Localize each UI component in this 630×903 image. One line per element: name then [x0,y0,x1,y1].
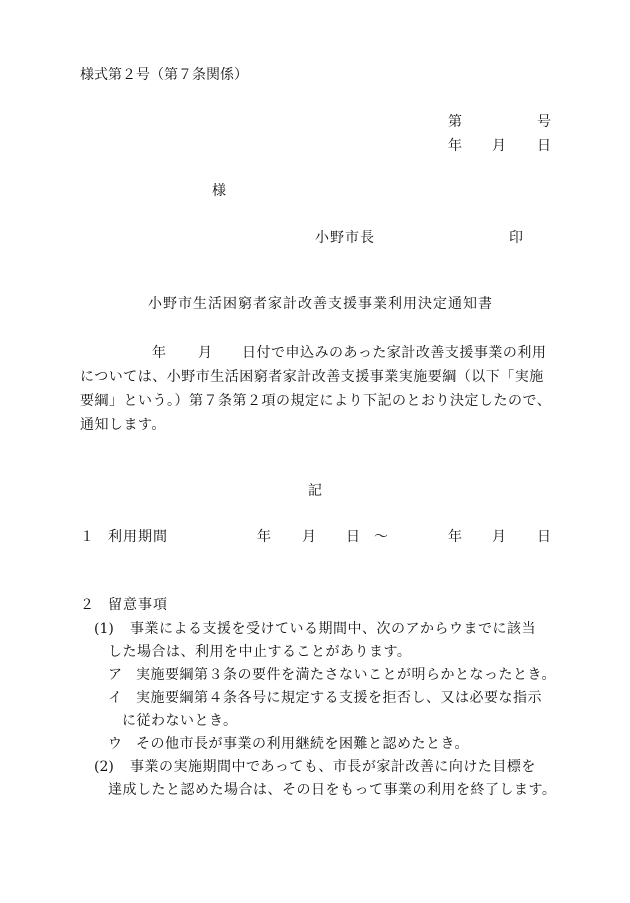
item2-p1-line2: した場合は、利用を中止することがあります。 [108,644,412,660]
addressee-suffix: 様 [212,183,226,199]
body-line-4: 通知します。 [80,417,166,433]
issuer-name: 小野市長 [315,230,375,246]
item2-i-line2: に従わないとき。 [122,713,238,729]
seal-mark: 印 [509,230,523,246]
item2-p2-number: (2) [94,759,114,775]
item1-to-month: 月 [492,529,506,545]
ki-heading: 記 [308,483,322,499]
item2-p2-line2: 達成したと認めた場合は、その日をもって事業の利用を終了します。 [108,782,557,798]
item2-number: ２ [80,597,94,613]
item1-number: １ [80,529,94,545]
item2-a-text: 実施要綱第３条の要件を満たさないことが明らかとなったとき。 [136,667,556,683]
item1-from-month: 月 [302,529,316,545]
item1-label: 利用期間 [108,529,168,545]
header-dai: 第 [448,114,462,130]
body-line-1: 日付で申込みのあった家計改善支援事業の利用 [242,345,547,361]
body-line-2: については、小野市生活困窮者家計改善支援事業実施要綱（以下「実施 [80,369,544,385]
item1-from-day: 日 [346,529,360,545]
body-line-3: 要綱」という。）第７条第２項の規定により下記のとおり決定したので、 [80,393,552,409]
header-year: 年 [448,138,462,154]
item2-p1-number: (1) [94,621,114,637]
item2-u-text: その他市長が事業の利用継続を困難と認めたとき。 [136,736,469,752]
item2-p2-line1: 事業の実施期間中であっても、市長が家計改善に向けた目標を [130,759,536,775]
item1-to-day: 日 [537,529,551,545]
item2-p1-line1: 事業による支援を受けている期間中、次のアからウまでに該当 [130,621,536,637]
body-year: 年 [152,345,166,361]
header-day: 日 [537,138,551,154]
form-number: 様式第２号（第７条関係） [80,67,248,83]
item2-i-mark: イ [108,690,122,706]
item1-to-year: 年 [448,529,462,545]
header-go: 号 [537,114,551,130]
item2-a-mark: ア [108,667,122,683]
item1-from-year: 年 [257,529,271,545]
item2-i-line1: 実施要綱第４条各号に規定する支援を拒否し、又は必要な指示 [136,690,542,706]
item2-u-mark: ウ [108,736,122,752]
item1-tilde: ～ [374,529,388,545]
document-title: 小野市生活困窮者家計改善支援事業利用決定通知書 [148,296,493,312]
header-month: 月 [492,138,506,154]
item2-label: 留意事項 [108,597,168,613]
body-month: 月 [198,345,212,361]
